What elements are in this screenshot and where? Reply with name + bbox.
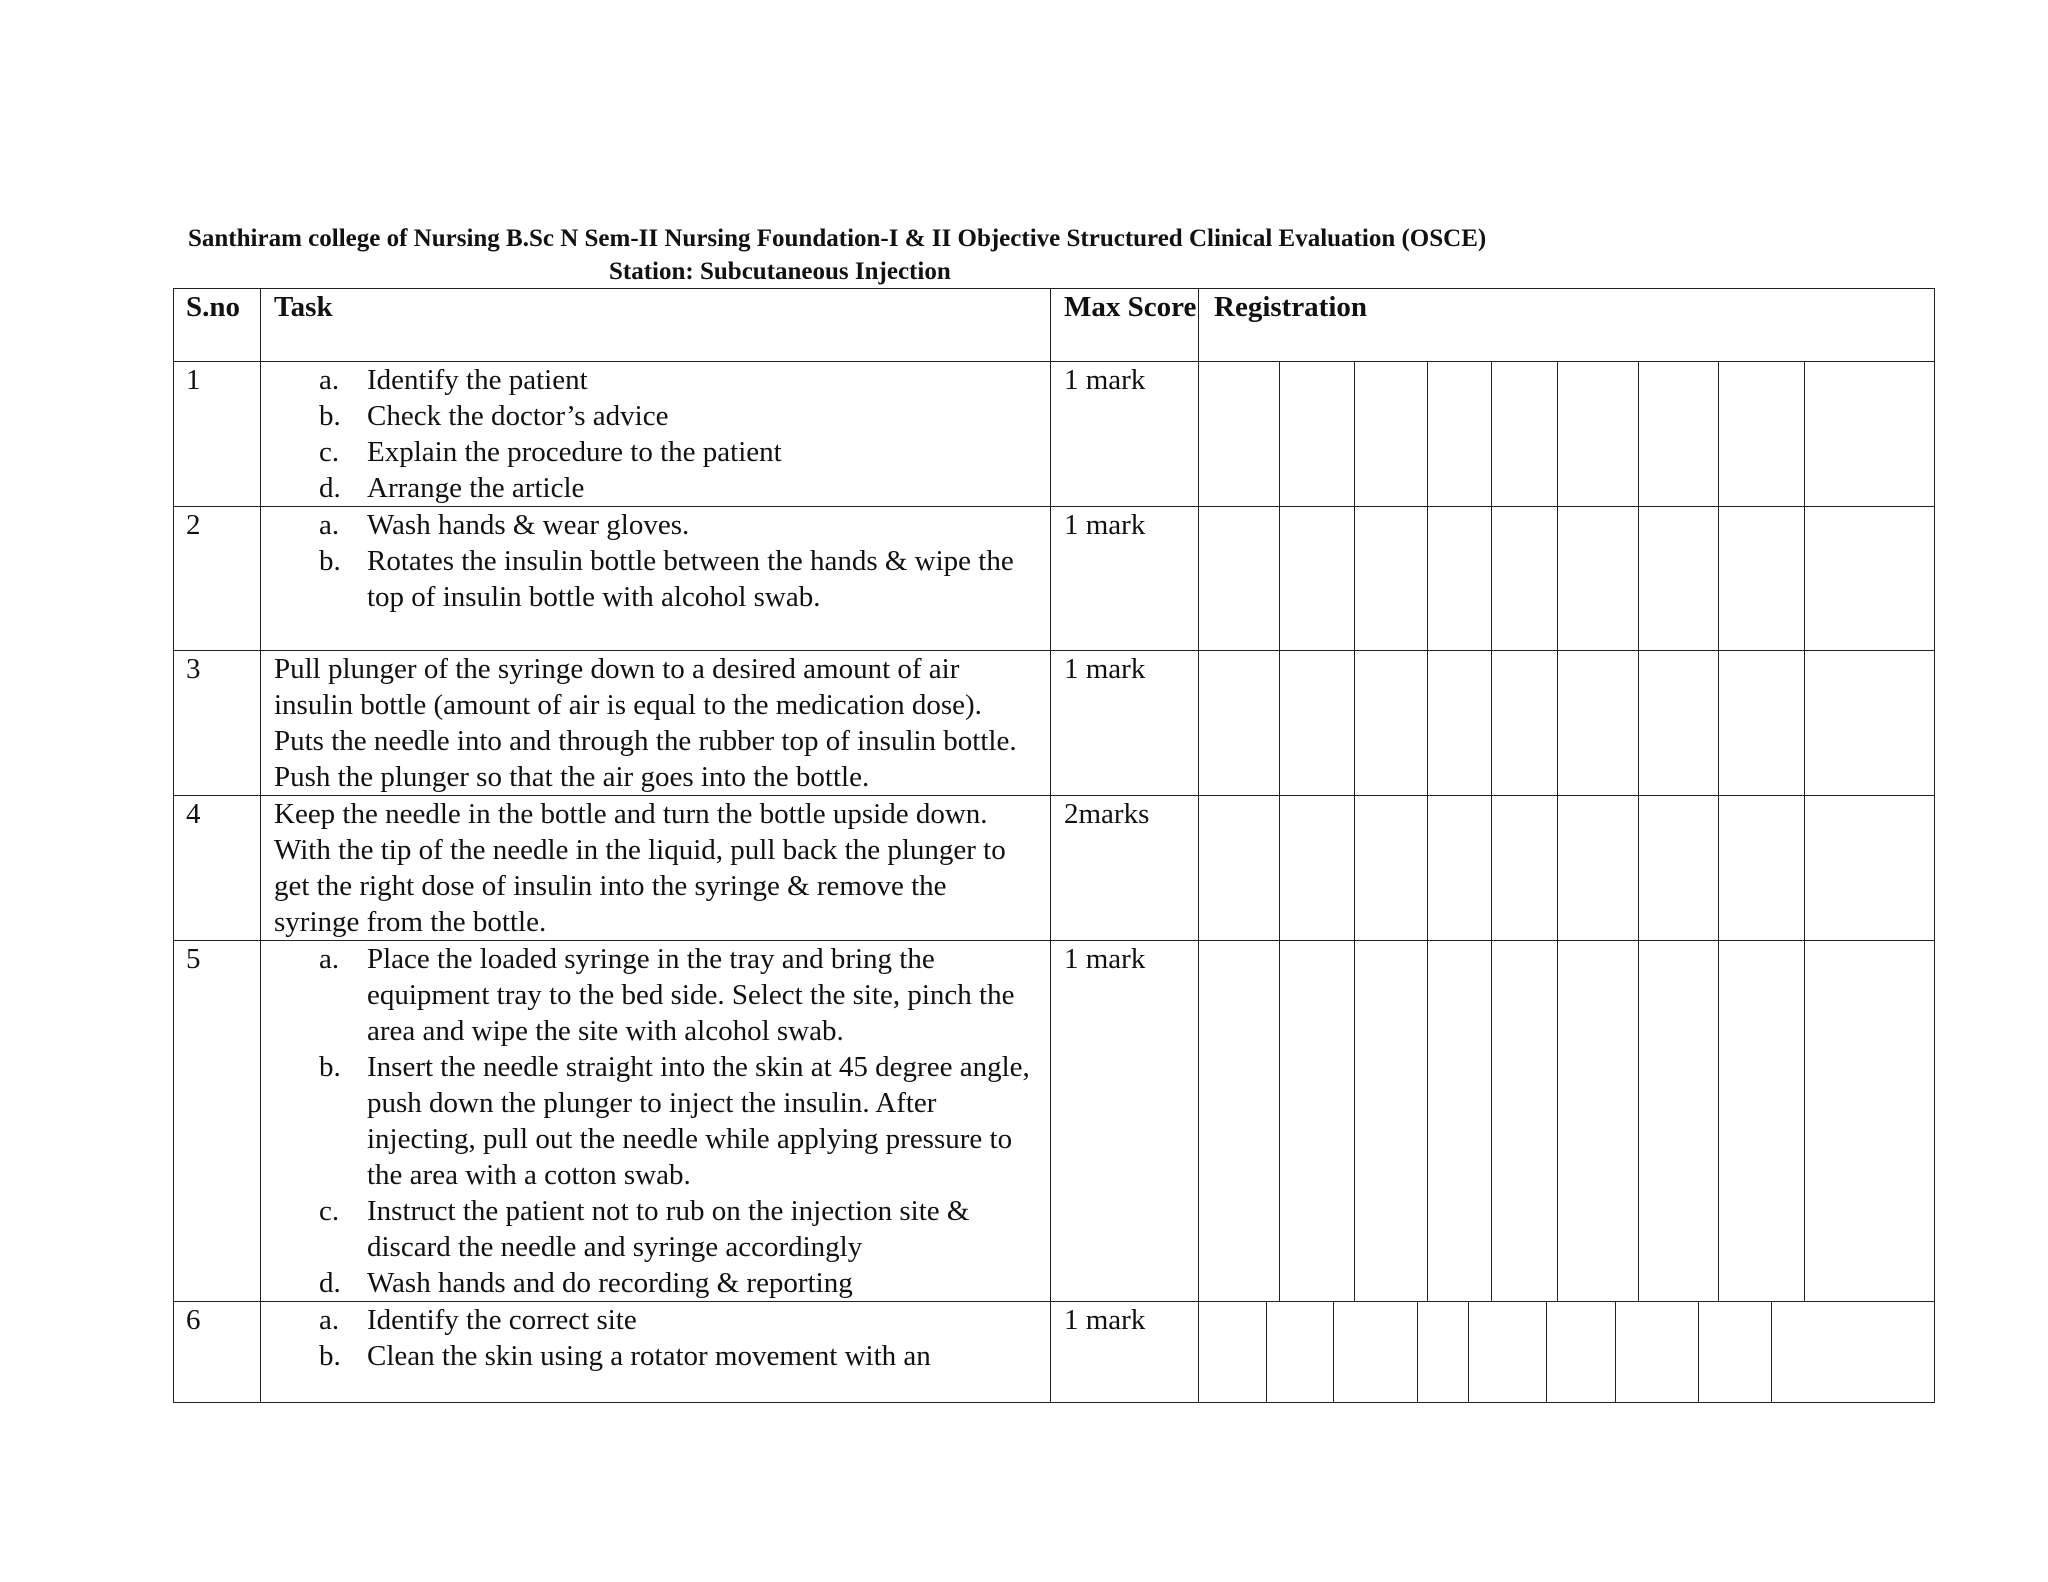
grid-divider bbox=[1417, 1302, 1418, 1402]
grid-divider bbox=[1718, 362, 1719, 506]
grid-divider bbox=[1279, 796, 1280, 940]
document-title: Santhiram college of Nursing B.Sc N Sem-II Nursing Foundation-I & II Objective Structured Clinical Evaluation (OSCE) bbox=[188, 225, 1487, 252]
task-cell bbox=[261, 941, 1051, 1302]
osce-checklist-table bbox=[173, 288, 1935, 1403]
list-item: b. Check the doctor’s advice bbox=[319, 400, 669, 432]
table-row bbox=[174, 362, 1935, 507]
grid-divider bbox=[1427, 362, 1428, 506]
grid-divider bbox=[1804, 796, 1805, 940]
registration-grid[interactable] bbox=[1199, 507, 1935, 651]
grid-divider bbox=[1279, 941, 1280, 1301]
list-item: d. Wash hands and do recording & reporting bbox=[319, 1267, 853, 1299]
grid-divider bbox=[1557, 651, 1558, 795]
grid-divider bbox=[1427, 796, 1428, 940]
grid-divider bbox=[1427, 507, 1428, 650]
grid-divider bbox=[1718, 941, 1719, 1301]
registration-grid[interactable] bbox=[1199, 796, 1935, 941]
grid-divider bbox=[1279, 362, 1280, 506]
table-row bbox=[174, 1302, 1935, 1403]
grid-divider bbox=[1557, 507, 1558, 650]
list-item: c. Explain the procedure to the patient bbox=[319, 436, 782, 468]
grid-divider bbox=[1427, 941, 1428, 1301]
registration-grid[interactable] bbox=[1199, 651, 1935, 796]
grid-divider bbox=[1279, 651, 1280, 795]
task-list bbox=[274, 941, 1038, 1301]
column-header-task: Task bbox=[261, 289, 1051, 362]
task-cell bbox=[261, 1302, 1051, 1403]
table-row bbox=[174, 941, 1935, 1302]
list-item: b. Insert the needle straight into the skin at 45 degree angle, push down the plunger to inject the insulin. After injecting, pull out the needle while applying pressure to the area with a cotton swab. bbox=[319, 1051, 1030, 1191]
table-row bbox=[174, 507, 1935, 651]
grid-divider bbox=[1468, 1302, 1469, 1402]
max-score-cell: 1 mark bbox=[1051, 362, 1199, 507]
grid-divider bbox=[1491, 507, 1492, 650]
grid-divider bbox=[1638, 796, 1639, 940]
column-header-max-score: Max Score bbox=[1051, 289, 1199, 362]
max-score-cell: 1 mark bbox=[1051, 1302, 1199, 1403]
grid-divider bbox=[1698, 1302, 1699, 1402]
list-item: a. Place the loaded syringe in the tray and bring the equipment tray to the bed side. Select the site, pinch the area and wipe the site with alcohol swab. bbox=[319, 943, 1015, 1047]
grid-divider bbox=[1718, 796, 1719, 940]
grid-divider bbox=[1354, 507, 1355, 650]
row-number: 2 bbox=[174, 507, 261, 651]
grid-divider bbox=[1638, 362, 1639, 506]
grid-divider bbox=[1279, 507, 1280, 650]
registration-grid[interactable] bbox=[1199, 1302, 1935, 1403]
task-cell: Keep the needle in the bottle and turn the bottle upside down. With the tip of the needle in the liquid, pull back the plunger to get the right dose of insulin into the syringe & remove the syringe from the bottle. bbox=[261, 796, 1051, 941]
row-number: 6 bbox=[174, 1302, 261, 1403]
table-row bbox=[174, 796, 1935, 941]
task-cell bbox=[261, 362, 1051, 507]
grid-divider bbox=[1638, 651, 1639, 795]
grid-divider bbox=[1718, 651, 1719, 795]
registration-grid[interactable] bbox=[1199, 362, 1935, 507]
task-cell: Pull plunger of the syringe down to a desired amount of air insulin bottle (amount of air is equal to the medication dose). Puts the needle into and through the rubber top of insulin bottle. Push the plunger so that the air goes into the bottle. bbox=[261, 651, 1051, 796]
grid-divider bbox=[1804, 941, 1805, 1301]
task-cell bbox=[261, 507, 1051, 651]
column-header-registration: Registration bbox=[1199, 289, 1935, 362]
grid-divider bbox=[1354, 796, 1355, 940]
grid-divider bbox=[1354, 362, 1355, 506]
max-score-cell: 2marks bbox=[1051, 796, 1199, 941]
grid-divider bbox=[1354, 941, 1355, 1301]
max-score-cell: 1 mark bbox=[1051, 651, 1199, 796]
list-item: c. Instruct the patient not to rub on the injection site & discard the needle and syringe accordingly bbox=[319, 1195, 970, 1263]
grid-divider bbox=[1615, 1302, 1616, 1402]
grid-divider bbox=[1638, 941, 1639, 1301]
column-header-sno: S.no bbox=[174, 289, 261, 362]
row-number: 5 bbox=[174, 941, 261, 1302]
grid-divider bbox=[1491, 362, 1492, 506]
task-list bbox=[274, 507, 1038, 615]
list-item: a. Identify the correct site bbox=[319, 1304, 637, 1336]
max-score-cell: 1 mark bbox=[1051, 507, 1199, 651]
list-item: d. Arrange the article bbox=[319, 472, 585, 504]
grid-divider bbox=[1557, 796, 1558, 940]
table-header-row bbox=[174, 289, 1935, 362]
grid-divider bbox=[1804, 362, 1805, 506]
row-number: 1 bbox=[174, 362, 261, 507]
grid-divider bbox=[1427, 651, 1428, 795]
grid-divider bbox=[1718, 507, 1719, 650]
max-score-cell: 1 mark bbox=[1051, 941, 1199, 1302]
grid-divider bbox=[1491, 941, 1492, 1301]
table-row bbox=[174, 651, 1935, 796]
grid-divider bbox=[1333, 1302, 1334, 1402]
grid-divider bbox=[1804, 651, 1805, 795]
grid-divider bbox=[1557, 362, 1558, 506]
task-list bbox=[274, 1302, 1038, 1374]
grid-divider bbox=[1557, 941, 1558, 1301]
grid-divider bbox=[1354, 651, 1355, 795]
registration-grid[interactable] bbox=[1199, 941, 1935, 1302]
grid-divider bbox=[1491, 651, 1492, 795]
list-item: a. Wash hands & wear gloves. bbox=[319, 509, 690, 541]
list-item: b. Rotates the insulin bottle between the hands & wipe the top of insulin bottle with alcohol swab. bbox=[319, 545, 1014, 613]
grid-divider bbox=[1546, 1302, 1547, 1402]
row-number: 4 bbox=[174, 796, 261, 941]
list-item: a. Identify the patient bbox=[319, 364, 588, 396]
station-title: Station: Subcutaneous Injection bbox=[609, 258, 951, 285]
grid-divider bbox=[1491, 796, 1492, 940]
row-number: 3 bbox=[174, 651, 261, 796]
grid-divider bbox=[1771, 1302, 1772, 1402]
grid-divider bbox=[1638, 507, 1639, 650]
grid-divider bbox=[1804, 507, 1805, 650]
list-item: b. Clean the skin using a rotator movement with an bbox=[319, 1340, 931, 1372]
task-list bbox=[274, 362, 1038, 506]
grid-divider bbox=[1266, 1302, 1267, 1402]
